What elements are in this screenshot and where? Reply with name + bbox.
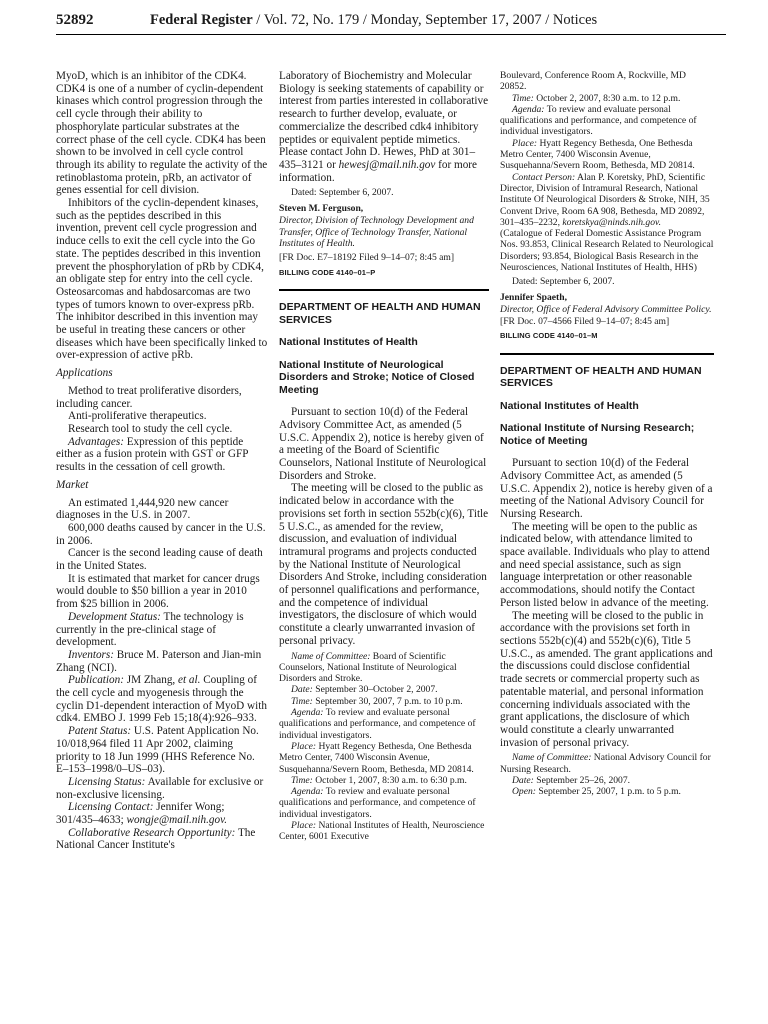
section-divider — [500, 353, 714, 355]
field-value: Jennifer Wong; 301/435–4633; — [56, 801, 225, 827]
dated-line: Dated: September 6, 2007. — [512, 276, 615, 288]
field-value: Bruce M. Paterson and Jian-min Zhang (NCI). — [56, 648, 262, 674]
paragraph: Inhibitors of the cyclin-dependent kinases, such as the peptides described in this invention, prevent cell cycle progression and induce cells to exit the cell cycle into the Go state. The peptides described in this invention prevent the phosphorylation of pRb by CDK4, an obligate step for entry into the cell cycle. Osteosarcomas and habdosarcomas are two types of tumors known to over-express pRb. The inhibitor described in this invention may be useful in treating these cancers or other diseases which have been specifically linked to over-expression of active pRb. — [56, 197, 268, 362]
field-value: October 1, 2007, 8:30 a.m. to 6:30 p.m. — [312, 774, 467, 786]
field-label: Patent Status: — [68, 725, 132, 738]
catalogue-note: (Catalogue of Federal Domestic Assistance Program Nos. 93.853, Clinical Research Related to Neurological Disorders; 93.854, Biological Basis Research in the Neurosciences, National Institutes of Health, HHS) — [500, 228, 714, 274]
notice-title: National Institute of Neurological Disorders and Stroke; Notice of Closed Meeting — [279, 358, 475, 396]
field-label: Place: — [291, 740, 317, 752]
field-value: Hyatt Regency Bethesda, One Bethesda Metro Center, 7400 Wisconsin Avenue, Susquehanna/Severn Room, Bethesda, MD 20814. — [279, 740, 474, 775]
signer-title: Director, Office of Federal Advisory Committee Policy. — [500, 304, 712, 316]
signer-name: Steven M. Ferguson, — [279, 202, 364, 214]
field-value: U.S. Patent Application No. 10/018,964 filed 11 Apr 2002, claiming priority to 18 Jun 1999 (HHS Reference No. E–153–1998/0–US–03). — [56, 725, 259, 776]
field-value: Alan P. Koretsky, PhD, Scientific Director, Division of Intramural Research, National Institute Of Neurological Disorders & Stroke, NIH, 35 Convent Drive, Room 6A 908, Bethesda, MD 20892, 301–435–2232, — [500, 171, 710, 228]
field-value: To review and evaluate personal qualifications and performance, and competence of individual investigators. — [500, 103, 697, 138]
publication-name: Federal Register — [150, 12, 253, 28]
field-label: Collaborative Research Opportunity: — [68, 826, 236, 839]
column-2 — [279, 70, 489, 843]
field-label: Licensing Status: — [68, 775, 146, 788]
field-value: Coupling of the cell cycle and myogenesis through the cyclin D1-dependent interaction of MyoD with cdk4. EMBO J. 1999 Feb 15;18(4):926–933. — [56, 674, 267, 725]
field-value: Board of Scientific Counselors, National Institute of Neurological Disorders and Stroke. — [279, 650, 457, 685]
committee-name — [279, 651, 489, 685]
field-label: Licensing Contact: — [68, 801, 154, 814]
meeting-place — [500, 138, 714, 172]
field-label: Name of Committee: — [291, 650, 371, 662]
contact-person — [500, 172, 714, 228]
column-3 — [500, 70, 714, 798]
section-heading-applications: Applications — [56, 367, 113, 380]
publication — [56, 674, 268, 725]
list-item: Method to treat proliferative disorders, including cancer. — [56, 384, 242, 410]
field-value: National Institutes of Health, Neuroscience Center, 6001 Executive — [279, 820, 485, 843]
committee-name — [500, 752, 714, 775]
field-label: Time: — [291, 774, 313, 786]
signer-name: Jennifer Spaeth, — [500, 291, 567, 303]
development-status — [56, 611, 268, 649]
section-heading-market: Market — [56, 478, 89, 491]
field-value: September 25–26, 2007. — [533, 774, 631, 786]
meeting-place — [279, 741, 489, 775]
field-value: To review and evaluate personal qualifications and performance, and competence of individual investigators. — [279, 786, 476, 820]
field-label: Name of Committee: — [512, 752, 592, 764]
paragraph: The meeting will be open to the public as indicated below, with attendance limited to space available. Individuals who play to attend and need special assistance, such as sign language interpretation or other reasonable accommodations, should notify the Contact Person listed below in advance of the meeting. — [500, 520, 710, 609]
meeting-agenda — [279, 786, 489, 820]
list-item: It is estimated that market for cancer drugs would double to $50 billion a year in 2010 from $25 billion in 2006. — [56, 572, 260, 611]
meeting-time — [279, 775, 489, 786]
field-label: Time: — [512, 92, 534, 104]
column-1 — [56, 70, 268, 852]
meeting-date — [279, 684, 489, 695]
billing-code: BILLING CODE 4140–01–M — [500, 330, 598, 340]
field-label: Advantages: — [68, 435, 124, 448]
field-label: Contact Person: — [512, 171, 576, 183]
field-label: Agenda: — [291, 786, 324, 798]
list-item: Research tool to study the cell cycle. — [68, 422, 233, 435]
meeting-time — [279, 696, 489, 707]
field-value: Expression of this peptide either as a fusion protein with GST or GFP results in the cessation of cell growth. — [56, 435, 249, 474]
agency-heading: National Institutes of Health — [500, 399, 639, 412]
department-heading: DEPARTMENT OF HEALTH AND HUMAN SERVICES — [500, 364, 702, 390]
billing-code: BILLING CODE 4140–01–P — [279, 267, 376, 277]
paragraph: Pursuant to section 10(d) of the Federal Advisory Committee Act, as amended (5 U.S.C. Appendix 2), notice is hereby given of a meeting of the Board of Scientific Counselors, National Institute of Neurological Disorders and Stroke. — [279, 406, 487, 482]
field-label: Time: — [291, 695, 313, 707]
place-continued: Boulevard, Conference Room A, Rockville, MD 20852. — [500, 70, 686, 93]
fr-doc: [FR Doc. E7–18192 Filed 9–14–07; 8:45 am] — [279, 252, 455, 264]
field-label: Date: — [291, 684, 313, 696]
paragraph-text: Laboratory of Biochemistry and Molecular Biology is seeking statements of capability or interest from parties interested in collaborative research to further develop, evaluate, or commercialize the described cdk4 inhibitory peptides or equivalent peptide mimetics. Please contact John D. Hewes, PhD at 301–435–3121 or — [279, 70, 489, 171]
email-link[interactable]: hewesj@mail.nih.gov — [338, 158, 436, 171]
paragraph: The meeting will be closed to the public as indicated below in accordance with the provisions set forth in section 552b(c)(6), Title 5 U.S.C., as amended for the review, discussion, and evaluation of individual intramural programs and projects conducted by the National Institute of Neurological Disorders And Stroke, including consideration of personnel qualifications and performance, and the competence of individual investigators, the disclosure of which would constitute a clearly unwarranted invasion of personal privacy. — [279, 482, 489, 647]
field-label: Agenda: — [291, 707, 324, 719]
paragraph: MyoD, which is an inhibitor of the CDK4. CDK4 is one of a number of cyclin-dependent kinases which control progression through the cell cycle through their ability to phosphorylate particular substrates at the correct phase of the cell cycle. CDK4 has been shown to be involved in cell cycle control through its ability to regulate the activity of the retinoblastoma protein, pRb, an activator of genes essential for cell division. — [56, 70, 268, 197]
department-heading: DEPARTMENT OF HEALTH AND HUMAN SERVICES — [279, 301, 481, 326]
paragraph — [279, 70, 489, 184]
licensing-contact — [56, 801, 268, 826]
field-label: Date: — [512, 774, 534, 786]
field-value: To review and evaluate personal qualifications and performance, and competence of individual investigators. — [279, 707, 476, 741]
field-value: JM Zhang, — [123, 674, 179, 687]
patent-status — [56, 725, 268, 776]
meeting-agenda — [500, 104, 714, 138]
section-divider — [279, 289, 489, 291]
meeting-agenda — [279, 707, 489, 741]
field-label: Publication: — [68, 674, 124, 687]
issue-info: / Vol. 72, No. 179 / Monday, September 17, 2007 / Notices — [252, 12, 598, 28]
field-value: September 30–October 2, 2007. — [312, 684, 438, 696]
fr-doc: [FR Doc. 07–4566 Filed 9–14–07; 8:45 am] — [500, 315, 670, 327]
email-link[interactable]: wongje@mail.nih.gov. — [126, 814, 228, 827]
field-value: September 30, 2007, 7 p.m. to 10 p.m. — [312, 695, 463, 707]
paragraph: Pursuant to section 10(d) of the Federal Advisory Committee Act, as amended (5 U.S.C. Appendix 2), notice is hereby given of a meeting of the National Advisory Council for Nursing Research. — [500, 457, 713, 520]
page-number: 52892 — [56, 12, 94, 28]
email-link[interactable]: koretskya@ninds.nih.gov. — [562, 216, 661, 228]
paragraph-text: for more information. — [279, 158, 477, 184]
et-al: et al. — [178, 674, 201, 687]
advantages-paragraph — [56, 436, 268, 474]
list-item: Anti-proliferative therapeutics. — [68, 410, 207, 423]
meeting-date — [500, 775, 714, 786]
dated-line: Dated: September 6, 2007. — [291, 187, 394, 199]
field-value: National Advisory Council for Nursing Research. — [500, 752, 711, 775]
inventors — [56, 649, 268, 674]
meeting-time — [500, 93, 714, 104]
licensing-status — [56, 776, 268, 801]
signer-title: Director, Division of Technology Development and Transfer, Office of Technology Transfer, National Institutes of Health. — [279, 215, 474, 249]
collaborative-research — [56, 827, 268, 852]
meeting-open — [500, 786, 714, 797]
notice-title: National Institute of Nursing Research; Notice of Meeting — [500, 422, 695, 447]
field-label: Inventors: — [68, 648, 114, 661]
list-item: An estimated 1,444,920 new cancer diagnoses in the U.S. in 2007. — [56, 496, 229, 522]
field-label: Agenda: — [512, 103, 545, 115]
field-value: The National Cancer Institute's — [56, 826, 256, 852]
page-header — [56, 12, 726, 35]
field-value: October 2, 2007, 8:30 a.m. to 12 p.m. — [533, 92, 681, 104]
field-label: Development Status: — [68, 610, 161, 623]
field-value: September 25, 2007, 1 p.m. to 5 p.m. — [535, 786, 681, 798]
field-value: Hyatt Regency Bethesda, One Bethesda Metro Center, 7400 Wisconsin Avenue, Susquehanna/Severn Room, Bethesda, MD 20814. — [500, 137, 695, 172]
paragraph: The meeting will be closed to the public in accordance with the provisions set forth in sections 552b(c)(4) and 552b(c)(6), Title 5 U.S.C., as amended. The grant applications and the discussions could disclose confidential trade secrets or commercial property such as patentable material, and personal information concerning individuals associated with the grant applications, the disclosure of which would constitute a clearly unwarranted invasion of personal privacy. — [500, 609, 713, 749]
running-head — [150, 12, 597, 29]
list-item: 600,000 deaths caused by cancer in the U.S. in 2006. — [56, 521, 266, 547]
field-label: Place: — [291, 820, 317, 832]
agency-heading: National Institutes of Health — [279, 336, 418, 349]
field-label: Open: — [512, 786, 536, 798]
meeting-place — [279, 820, 489, 843]
field-value: The technology is currently in the pre-clinical stage of development. — [56, 610, 244, 649]
list-item: Cancer is the second leading cause of death in the United States. — [56, 547, 263, 573]
field-value: Available for exclusive or non-exclusive licensing. — [56, 775, 264, 801]
field-label: Place: — [512, 137, 538, 149]
